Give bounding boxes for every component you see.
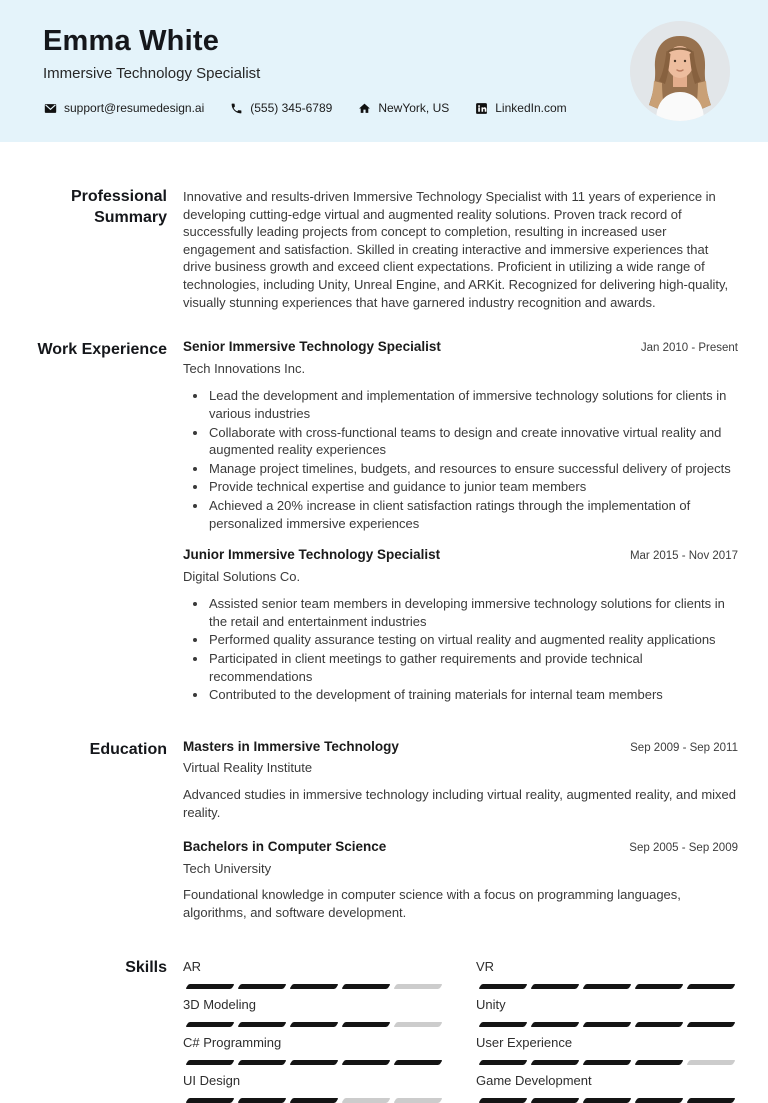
skill-bar <box>476 1060 738 1065</box>
skill-bar-segment <box>237 984 286 989</box>
skill-bar-segment <box>478 984 527 989</box>
job-bullet: • Assisted senior team members in developing immersive technology solutions for clients in the retail and entertainment industries <box>208 595 738 630</box>
skills-section-label: Skills <box>125 958 167 976</box>
skill-bar <box>183 984 445 989</box>
skill-name: AR <box>183 958 202 974</box>
job-list <box>183 338 738 705</box>
skill-bar-segment <box>185 1060 234 1065</box>
degree-entry <box>183 738 738 821</box>
skill-name: UI Design <box>183 1072 241 1088</box>
avatar-illustration <box>630 21 730 121</box>
phone-icon <box>229 101 243 115</box>
skill-bar-segment <box>582 1022 631 1027</box>
skill-bar <box>183 1098 445 1103</box>
skill-item <box>183 1072 445 1103</box>
job-bullet: • Collaborate with cross-functional teams to design and create innovative virtual reality and augmented reality experiences <box>208 424 738 459</box>
skill-bar-segment <box>289 1098 338 1103</box>
skill-bar-segment <box>530 1060 579 1065</box>
job-bullet: • Contributed to the development of training materials for internal team members <box>208 686 738 704</box>
section-work-experience <box>0 338 738 705</box>
skill-bar <box>476 1022 738 1027</box>
skill-bar-segment <box>393 1022 442 1027</box>
skill-bar-segment <box>686 1060 735 1065</box>
skill-item <box>183 996 445 1027</box>
job-bullet: • Achieved a 20% increase in client satisfaction ratings through the implementation of personalized immersive experiences <box>208 497 738 532</box>
job-bullet: • Participated in client meetings to gather requirements and provide technical recommendations <box>208 650 738 685</box>
skill-bar-segment <box>393 1060 442 1065</box>
job-bullet: • Manage project timelines, budgets, and resources to ensure successful delivery of projects <box>208 460 738 478</box>
skill-bar-segment <box>530 1022 579 1027</box>
degree-dates: Sep 2009 - Sep 2011 <box>630 741 738 754</box>
skill-bar-segment <box>530 984 579 989</box>
skill-bar <box>476 984 738 989</box>
contact-text: (555) 345-6789 <box>250 101 333 115</box>
skill-bar-segment <box>686 984 735 989</box>
skill-bar-segment <box>686 1098 735 1103</box>
skill-name: Unity <box>476 996 506 1012</box>
skill-bar-segment <box>634 1060 683 1065</box>
skill-list <box>183 956 738 1103</box>
summary-text: Innovative and results-driven Immersive Technology Specialist with 11 years of experience in developing cutting-edge virtual and augmented reality solutions. Proven track record of successfully leading projects from concept to completion, resulting in increased user engagement and satisfaction. Skilled in creating interactive and immersive experiences that drive business growth and exceed client expectations. Proficient in utilizing a wide range of technologies, including Unity, Unreal Engine, and ARKit. Recognized for delivering high-quality, visually stunning experiences that have garnered industry recognition and awards. <box>183 189 729 310</box>
job-bullet: • Lead the development and implementation of immersive technology solutions for clients in various industries <box>208 387 738 422</box>
skill-bar-segment <box>634 984 683 989</box>
skill-bar-segment <box>185 1022 234 1027</box>
skill-bar-segment <box>634 1022 683 1027</box>
experience-section-label: Work Experience <box>37 341 167 359</box>
degree-title: Masters in Immersive Technology <box>183 738 399 754</box>
skill-bar-segment <box>478 1098 527 1103</box>
skill-bar-segment <box>237 1098 286 1103</box>
skill-bar-segment <box>341 984 390 989</box>
job-company: Digital Solutions Co. <box>183 568 301 584</box>
skill-bar-segment <box>185 1098 234 1103</box>
job-title: Senior Immersive Technology Specialist <box>183 339 441 355</box>
skill-bar <box>183 1060 445 1065</box>
job-title: Junior Immersive Technology Specialist <box>183 547 441 563</box>
person-name: Emma White <box>43 25 220 57</box>
skill-bar-segment <box>393 984 442 989</box>
contact-item[interactable] <box>43 101 204 115</box>
skill-name: C# Programming <box>183 1034 282 1050</box>
skill-bar-segment <box>634 1098 683 1103</box>
email-icon <box>43 101 57 115</box>
job-dates: Jan 2010 - Present <box>640 342 738 355</box>
education-section-label: Education <box>89 740 167 758</box>
linkedin-icon <box>474 101 488 115</box>
section-professional-summary <box>0 185 738 311</box>
skill-item <box>183 958 445 989</box>
skill-bar-segment <box>289 1060 338 1065</box>
job-dates: Mar 2015 - Nov 2017 <box>629 550 738 563</box>
contact-item[interactable] <box>474 101 566 115</box>
skill-bar-segment <box>478 1060 527 1065</box>
contact-item[interactable] <box>229 101 332 115</box>
skill-bar-segment <box>530 1098 579 1103</box>
person-job-title: Immersive Technology Specialist <box>43 65 261 82</box>
skill-bar-segment <box>341 1060 390 1065</box>
degree-title: Bachelors in Computer Science <box>183 839 387 855</box>
skill-bar <box>476 1098 738 1103</box>
resume-header <box>0 0 768 142</box>
skill-bar-segment <box>237 1022 286 1027</box>
skill-bar-segment <box>341 1022 390 1027</box>
skill-bar-segment <box>582 1060 631 1065</box>
contact-text: NewYork, US <box>378 101 450 115</box>
avatar <box>630 21 730 121</box>
job-bullet: • Performed quality assurance testing on virtual reality and augmented reality applications <box>208 631 738 649</box>
skill-bar-segment <box>237 1060 286 1065</box>
skill-item <box>476 1034 738 1065</box>
skill-bar-segment <box>582 1098 631 1103</box>
degree-description: Foundational knowledge in computer science with a focus on programming languages, algorithms, and software development. <box>183 887 681 920</box>
skill-name: Game Development <box>476 1072 592 1088</box>
skill-item <box>476 996 738 1027</box>
section-education <box>0 738 738 922</box>
skill-bar <box>183 1022 445 1027</box>
job-bullet: • Provide technical expertise and guidance to junior team members <box>208 478 738 496</box>
skill-bar-segment <box>478 1022 527 1027</box>
degree-dates: Sep 2005 - Sep 2009 <box>629 842 738 855</box>
skill-bar-segment <box>289 984 338 989</box>
skill-item <box>476 1072 738 1103</box>
skill-bar-segment <box>341 1098 390 1103</box>
summary-section-label: Professional Summary <box>70 188 167 226</box>
job-entry <box>183 338 738 532</box>
job-bullet-list <box>183 595 738 704</box>
contact-text: LinkedIn.com <box>495 101 567 115</box>
home-icon <box>357 101 371 115</box>
contact-item[interactable] <box>357 101 449 115</box>
skill-bar-segment <box>582 984 631 989</box>
job-entry <box>183 546 738 704</box>
resume-body <box>0 185 768 1103</box>
degree-school: Virtual Reality Institute <box>183 760 313 776</box>
job-bullet-list <box>183 387 738 532</box>
contact-row <box>43 101 567 115</box>
skill-bar-segment <box>185 984 234 989</box>
skill-name: VR <box>476 958 495 974</box>
skill-bar-segment <box>393 1098 442 1103</box>
degree-entry <box>183 838 738 921</box>
skill-name: 3D Modeling <box>183 996 256 1012</box>
skill-name: User Experience <box>476 1034 573 1050</box>
contact-text: support@resumedesign.ai <box>64 101 205 115</box>
degree-list <box>183 738 738 922</box>
job-company: Tech Innovations Inc. <box>183 360 306 376</box>
degree-description: Advanced studies in immersive technology including virtual reality, augmented reality, and mixed reality. <box>183 787 737 820</box>
degree-school: Tech University <box>183 860 272 876</box>
skill-bar-segment <box>686 1022 735 1027</box>
skill-item <box>183 1034 445 1065</box>
section-skills <box>0 956 738 1103</box>
skill-bar-segment <box>289 1022 338 1027</box>
skill-item <box>476 958 738 989</box>
